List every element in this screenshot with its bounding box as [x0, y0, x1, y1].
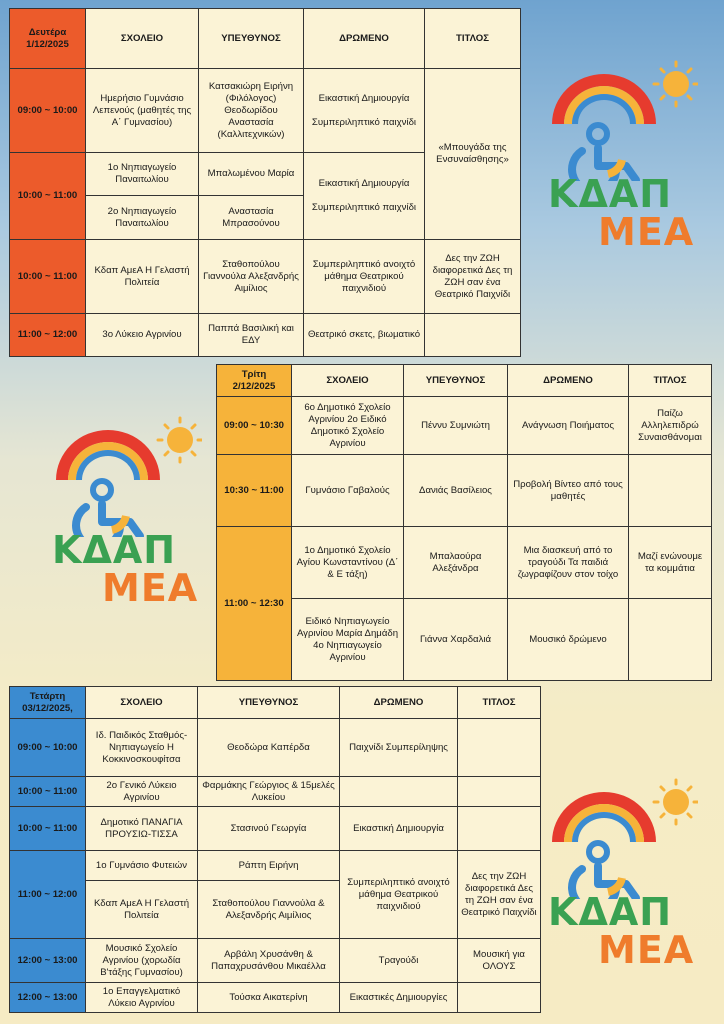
activity-cell: Μουσικό δρώμενο [508, 599, 629, 681]
kdap-mea-logo [548, 774, 698, 974]
kdap-mea-logo [52, 412, 202, 612]
manager-cell: Τούσκα Αικατερίνη [198, 983, 340, 1013]
school-cell: Κδαπ ΑμεΑ Η Γελαστή Πολιτεία [86, 881, 198, 939]
manager-cell: Στασινού Γεωργία [198, 807, 340, 851]
manager-cell: Ράπτη Ειρήνη [198, 851, 340, 881]
wednesday-schedule-table [9, 686, 541, 1013]
school-cell: 1ο Επαγγελματικό Λύκειο Αγρινίου [86, 983, 198, 1013]
rainbow-wheelchair-icon [548, 774, 698, 899]
school-cell: Δημοτικό ΠΑΝΑΓΙΑ ΠΡΟΥΣΙΩ-ΤΙΣΣΑ [86, 807, 198, 851]
time-slot: 10:00 ~ 11:00 [10, 807, 86, 851]
activity-cell: Τραγούδι [340, 939, 458, 983]
manager-cell: Θεοδώρα Καπέρδα [198, 719, 340, 777]
activity-cell: Θεατρικό σκετς, βιωματικό [304, 314, 425, 357]
time-slot: 12:00 ~ 13:00 [10, 983, 86, 1013]
header-school: ΣΧΟΛΕΙΟ [86, 687, 198, 719]
time-slot: 10:30 ~ 11:00 [217, 455, 292, 527]
activity-cell: Μια διασκευή από το τραγούδι Τα παιδιά ζωγραφίζουν στον τοίχο [508, 527, 629, 599]
manager-cell: Σταθοπούλου Γιαννούλα & Αλεξανδρής Αιμίλιος [198, 881, 340, 939]
school-cell: 6ο Δημοτικό Σχολείο Αγρινίου 2ο Ειδικό Δημοτικό Σχολείο Αγρινίου [292, 397, 404, 455]
header-activity: ΔΡΩΜΕΝΟ [340, 687, 458, 719]
header-school: ΣΧΟΛΕΙΟ [292, 365, 404, 397]
header-manager: ΥΠΕΥΘΥΝΟΣ [199, 9, 304, 69]
logo-text-kdap: ΚΔΑΠ [52, 528, 177, 572]
activity-cell: Προβολή Βίντεο από τους μαθητές [508, 455, 629, 527]
title-cell: Μαζί ενώνουμε τα κομμάτια [629, 527, 712, 599]
time-slot: 12:00 ~ 13:00 [10, 939, 86, 983]
school-cell: Ιδ. Παιδικός Σταθμός-Νηπιαγωγείο Η Κοκκινοσκουφίτσα [86, 719, 198, 777]
rainbow-wheelchair-icon [52, 412, 202, 537]
day-date-cell [217, 365, 292, 397]
kdap-mea-logo [548, 56, 698, 256]
header-activity: ΔΡΩΜΕΝΟ [304, 9, 425, 69]
title-cell: Μουσική για ΟΛΟΥΣ [458, 939, 541, 983]
sun-icon [663, 71, 689, 97]
manager-cell: Μπαλαούρα Αλεξάνδρα [404, 527, 508, 599]
time-slot: 11:00 ~ 12:00 [10, 314, 86, 357]
day-name: Τρίτη [241, 368, 267, 380]
day-date-cell [10, 9, 86, 69]
manager-cell: Αναστασία Μπρασούνου [199, 196, 304, 240]
sun-icon [663, 789, 689, 815]
manager-cell: Παππά Βασιλική και ΕΔΥ [199, 314, 304, 357]
manager-cell: Αρβάλη Χρυσάνθη & Παπαχρυσάνθου Μικαέλλα [198, 939, 340, 983]
school-cell: Μουσικό Σχολείο Αγρινίου (χορωδία Β'τάξης Γυμνασίου) [86, 939, 198, 983]
logo-text-kdap: ΚΔΑΠ [548, 172, 673, 216]
activity-cell: Συμπεριληπτικό ανοιχτό μάθημα Θεατρικού παιχνιδιού [304, 240, 425, 314]
school-cell: Ημερήσιο Γυμνάσιο Λεπενούς (μαθητές της Α΄ Γυμνασίου) [86, 69, 199, 153]
logo-text-mea: ΜΕΑ [598, 928, 695, 972]
title-cell [458, 807, 541, 851]
manager-cell: Μπαλωμένου Μαρία [199, 153, 304, 196]
tuesday-schedule-table [216, 364, 712, 681]
title-cell [458, 777, 541, 807]
activity-cell: Εικαστική Δημιουργία Συμπεριληπτικό παιχνίδι [304, 69, 425, 153]
title-cell [425, 314, 521, 357]
title-cell: Παίζω Αλληλεπιδρώ Συναισθάνομαι [629, 397, 712, 455]
day-date: 1/12/2025 [26, 38, 69, 50]
time-slot: 10:00 ~ 11:00 [10, 153, 86, 240]
school-cell: 1ο Νηπιαγωγείο Παναιτωλίου [86, 153, 199, 196]
school-cell: 1ο Γυμνάσιο Φυτειών [86, 851, 198, 881]
title-cell [629, 599, 712, 681]
school-cell: 2ο Νηπιαγωγείο Παναιτωλίου [86, 196, 199, 240]
logo-text-kdap: ΚΔΑΠ [548, 890, 673, 934]
manager-cell: Σταθοπούλου Γιαννούλα Αλεξανδρής Αιμίλιος [199, 240, 304, 314]
activity-cell: Εικαστική Δημιουργία Συμπεριληπτικό παιχνίδι [304, 153, 425, 240]
day-name: Δευτέρα [28, 26, 67, 38]
school-cell: Ειδικό Νηπιαγωγείο Αγρινίου Μαρία Δημάδη 4ο Νηπιαγωγείο Αγρινίου [292, 599, 404, 681]
time-slot: 11:00 ~ 12:00 [10, 851, 86, 939]
header-manager: ΥΠΕΥΘΥΝΟΣ [198, 687, 340, 719]
day-name: Τετάρτη [29, 690, 66, 702]
time-slot: 10:00 ~ 11:00 [10, 240, 86, 314]
header-manager: ΥΠΕΥΘΥΝΟΣ [404, 365, 508, 397]
manager-cell: Πέννυ Συμνιώτη [404, 397, 508, 455]
day-date-cell [10, 687, 86, 719]
title-cell: «Μπουγάδα της Ενσυναίσθησης» [425, 69, 521, 240]
manager-cell: Δανιάς Βασίλειος [404, 455, 508, 527]
time-slot: 09:00 ~ 10:00 [10, 719, 86, 777]
activity-cell: Ανάγνωση Ποιήματος [508, 397, 629, 455]
school-cell: Κδαπ ΑμεΑ Η Γελαστή Πολιτεία [86, 240, 199, 314]
logo-text-mea: ΜΕΑ [102, 566, 199, 610]
activity-cell: Εικαστική Δημιουργία [340, 807, 458, 851]
header-activity: ΔΡΩΜΕΝΟ [508, 365, 629, 397]
title-cell: Δες την ΖΩΗ διαφορετικά Δες τη ΖΩΗ σαν ένα Θεατρικό Παιχνίδι [425, 240, 521, 314]
header-title: ΤΙΤΛΟΣ [458, 687, 541, 719]
logo-text-mea: ΜΕΑ [598, 210, 695, 254]
time-slot: 10:00 ~ 11:00 [10, 777, 86, 807]
school-cell: Γυμνάσιο Γαβαλούς [292, 455, 404, 527]
time-slot: 09:00 ~ 10:00 [10, 69, 86, 153]
manager-cell: Κατσακιώρη Ειρήνη (Φιλόλογος) Θεοδωρίδου Αναστασία (Καλλιτεχνικών) [199, 69, 304, 153]
activity-cell [340, 777, 458, 807]
activity-cell: Συμπεριληπτικό ανοιχτό μάθημα Θεατρικού παιχνιδιού [340, 851, 458, 939]
manager-cell: Γιάννα Χαρδαλιά [404, 599, 508, 681]
day-date: 03/12/2025, [22, 702, 73, 714]
title-cell [458, 983, 541, 1013]
title-cell [458, 719, 541, 777]
sun-icon [167, 427, 193, 453]
header-title: ΤΙΤΛΟΣ [425, 9, 521, 69]
day-date: 2/12/2025 [232, 380, 276, 392]
time-slot: 11:00 ~ 12:30 [217, 527, 292, 681]
rainbow-wheelchair-icon [548, 56, 698, 181]
monday-schedule-table [9, 8, 521, 357]
activity-cell: Εικαστικές Δημιουργίες [340, 983, 458, 1013]
activity-cell: Παιχνίδι Συμπερίληψης [340, 719, 458, 777]
school-cell: 3ο Λύκειο Αγρινίου [86, 314, 199, 357]
school-cell: 1ο Δημοτικό Σχολείο Αγίου Κωνσταντίνου (Δ΄ & Ε τάξη) [292, 527, 404, 599]
time-slot: 09:00 ~ 10:30 [217, 397, 292, 455]
school-cell: 2ο Γενικό Λύκειο Αγρινίου [86, 777, 198, 807]
manager-cell: Φαρμάκης Γεώργιος & 15μελές Λυκείου [198, 777, 340, 807]
header-title: ΤΙΤΛΟΣ [629, 365, 712, 397]
header-school: ΣΧΟΛΕΙΟ [86, 9, 199, 69]
title-cell [629, 455, 712, 527]
title-cell: Δες την ΖΩΗ διαφορετικά Δες τη ΖΩΗ σαν ένα Θεατρικό Παιχνίδι [458, 851, 541, 939]
